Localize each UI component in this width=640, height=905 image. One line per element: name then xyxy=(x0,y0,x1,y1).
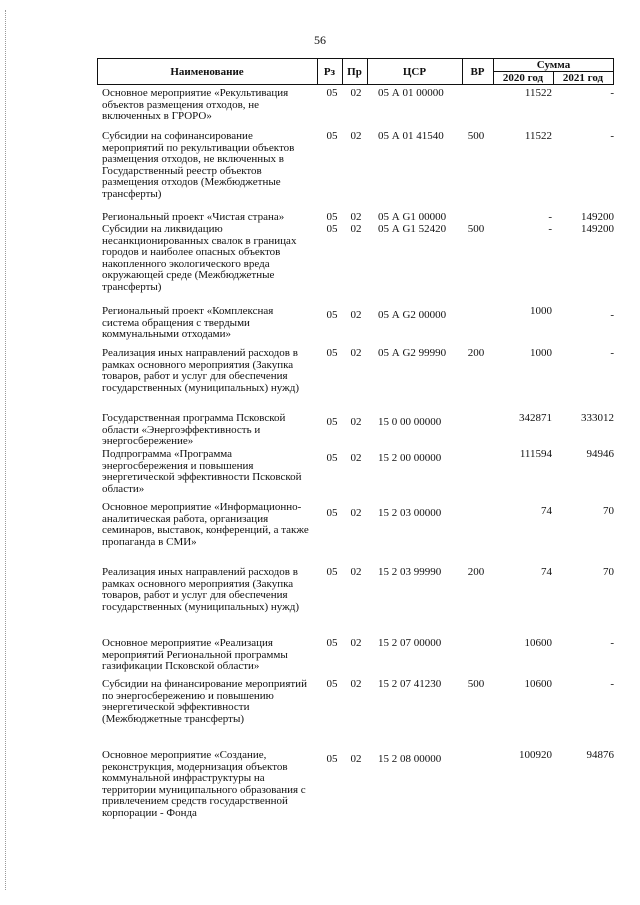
table-row xyxy=(0,131,640,212)
row-sum-2020: 11522 xyxy=(524,130,552,142)
row-sum-2021: 70 xyxy=(603,566,614,578)
row-rz: 05 xyxy=(326,507,338,519)
table-row xyxy=(0,750,640,840)
row-sum-2020: 100920 xyxy=(519,749,552,761)
row-sum-2021: - xyxy=(610,678,614,690)
row-rz: 05 xyxy=(326,309,338,321)
row-sum-2020: 74 xyxy=(541,566,552,578)
row-sum-2021: - xyxy=(610,309,614,321)
row-name: Субсидии на ликвидацию несанкционированных свалок в границах городов и наиболее опасных объектов накопленного экологического вреда окружающей среде (Межбюджетные трансферты) xyxy=(102,223,297,293)
row-pr: 02 xyxy=(350,87,362,99)
row-sum-2021: - xyxy=(610,130,614,142)
table-row xyxy=(0,502,640,567)
row-sum-2020: - xyxy=(548,223,552,235)
row-sum-2021: - xyxy=(610,637,614,649)
row-pr: 02 xyxy=(350,347,362,359)
row-sum-2021: - xyxy=(610,87,614,99)
row-csr: 15 2 07 00000 xyxy=(378,637,442,649)
row-sum-2021: 94876 xyxy=(586,749,614,761)
header-csr: ЦСР xyxy=(402,66,427,78)
row-sum-2021: 70 xyxy=(603,505,614,517)
row-vr: 200 xyxy=(467,347,485,359)
row-pr: 02 xyxy=(350,678,362,690)
table-row xyxy=(0,567,640,638)
row-csr: 05 А 01 41540 xyxy=(378,130,444,142)
row-name: Субсидии на финансирование мероприятий по энергосбережению и повышению энергетической эффективности (Межбюджетные трансферты) xyxy=(102,678,307,725)
row-rz: 05 xyxy=(326,753,338,765)
row-sum-2020: 111594 xyxy=(519,448,552,460)
row-csr: 15 2 03 99990 xyxy=(378,566,442,578)
table-row xyxy=(0,306,640,348)
row-name: Основное мероприятие «Рекультивация объектов размещения отходов, не включенных в ГРОРО» xyxy=(102,87,289,122)
row-csr: 05 А G2 99990 xyxy=(378,347,447,359)
row-rz: 05 xyxy=(326,566,338,578)
row-sum-2020: 10600 xyxy=(524,637,552,649)
row-csr: 15 2 07 41230 xyxy=(378,678,442,690)
row-name: Реализация иных направлений расходов в рамках основного мероприятия (Закупка товаров, работ и услуг для обеспечения государственных (муниципальных) нужд) xyxy=(102,566,299,613)
row-csr: 15 0 00 00000 xyxy=(378,416,442,428)
budget-table-body xyxy=(0,88,640,840)
table-row xyxy=(0,679,640,750)
row-pr: 02 xyxy=(350,452,362,464)
row-name: Подпрограмма «Программа энергосбережения и повышения энергетической эффективности Псковской области» xyxy=(102,448,302,495)
row-csr: 15 2 03 00000 xyxy=(378,507,442,519)
row-sum-2021: 333012 xyxy=(581,412,614,424)
row-csr: 15 2 08 00000 xyxy=(378,753,442,765)
row-sum-2021: 149200 xyxy=(581,211,614,223)
header-vr: ВР xyxy=(470,66,485,78)
row-name: Реализация иных направлений расходов в рамках основного мероприятия (Закупка товаров, работ и услуг для обеспечения государственных (муниципальных) нужд) xyxy=(102,347,299,394)
row-name: Субсидии на софинансирование мероприятий по рекультивации объектов размещения отходов, не включенных в Государственный реестр объектов размещения отходов (Межбюджетные трансферты) xyxy=(102,130,295,200)
row-pr: 02 xyxy=(350,507,362,519)
row-csr: 05 А G2 00000 xyxy=(378,309,447,321)
row-pr: 02 xyxy=(350,753,362,765)
row-name: Региональный проект «Чистая страна» xyxy=(102,211,285,223)
header-sum: Сумма xyxy=(536,59,571,71)
row-rz: 05 xyxy=(326,416,338,428)
row-sum-2020: 11522 xyxy=(524,87,552,99)
header-2021: 2021 год xyxy=(562,72,604,84)
row-pr: 02 xyxy=(350,309,362,321)
row-sum-2021: 94946 xyxy=(586,448,614,460)
row-rz: 05 xyxy=(326,87,338,99)
row-sum-2020: 342871 xyxy=(519,412,552,424)
row-pr: 02 xyxy=(350,637,362,649)
row-sum-2020: 74 xyxy=(541,505,552,517)
row-name: Региональный проект «Комплексная система обращения с твердыми коммунальными отходами» xyxy=(102,305,274,340)
row-sum-2020: - xyxy=(548,211,552,223)
row-sum-2020: 1000 xyxy=(530,305,552,317)
header-pr: Пр xyxy=(347,66,362,78)
row-vr: 500 xyxy=(467,130,485,142)
row-sum-2020: 10600 xyxy=(524,678,552,690)
row-sum-2021: 149200 xyxy=(581,223,614,235)
row-name: Государственная программа Псковской области «Энергоэффективность и энергосбережение» xyxy=(102,412,286,447)
row-rz: 05 xyxy=(326,637,338,649)
page-number: 56 xyxy=(314,33,326,47)
header-rz: Рз xyxy=(323,66,336,78)
header-name: Наименование xyxy=(170,66,244,78)
row-rz: 05 xyxy=(326,452,338,464)
row-sum-2020: 1000 xyxy=(530,347,552,359)
row-pr: 02 xyxy=(350,130,362,142)
row-csr: 15 2 00 00000 xyxy=(378,452,442,464)
row-vr: 200 xyxy=(467,566,485,578)
table-row xyxy=(0,413,640,449)
row-vr: 500 xyxy=(467,678,485,690)
row-pr: 02 xyxy=(350,211,362,223)
table-row xyxy=(0,224,640,306)
row-csr: 05 А G1 52420 xyxy=(378,223,447,235)
table-header xyxy=(97,58,614,84)
table-row xyxy=(0,638,640,679)
table-row xyxy=(0,348,640,413)
table-row xyxy=(0,88,640,131)
table-row xyxy=(0,449,640,502)
row-rz: 05 xyxy=(326,347,338,359)
row-rz: 05 xyxy=(326,211,338,223)
row-pr: 02 xyxy=(350,416,362,428)
row-name: Основное мероприятие «Информационно-аналитическая работа, организация семинаров, выставок, конференций, а также пропаганда в СМИ» xyxy=(102,501,309,548)
row-name: Основное мероприятие «Создание, реконструкция, модернизация объектов коммунальной инфраструктуры на территории муниципального образования с привлечением средств государственной корпорации - Фонда xyxy=(102,749,306,819)
row-rz: 05 xyxy=(326,130,338,142)
row-csr: 05 А G1 00000 xyxy=(378,211,447,223)
row-name: Основное мероприятие «Реализация мероприятий Региональной программы газификации Псковской области» xyxy=(102,637,288,672)
row-pr: 02 xyxy=(350,223,362,235)
table-row xyxy=(0,212,640,224)
row-rz: 05 xyxy=(326,678,338,690)
row-vr: 500 xyxy=(467,223,485,235)
header-2020: 2020 год xyxy=(502,72,544,84)
row-sum-2021: - xyxy=(610,347,614,359)
row-csr: 05 А 01 00000 xyxy=(378,87,444,99)
row-rz: 05 xyxy=(326,223,338,235)
row-pr: 02 xyxy=(350,566,362,578)
